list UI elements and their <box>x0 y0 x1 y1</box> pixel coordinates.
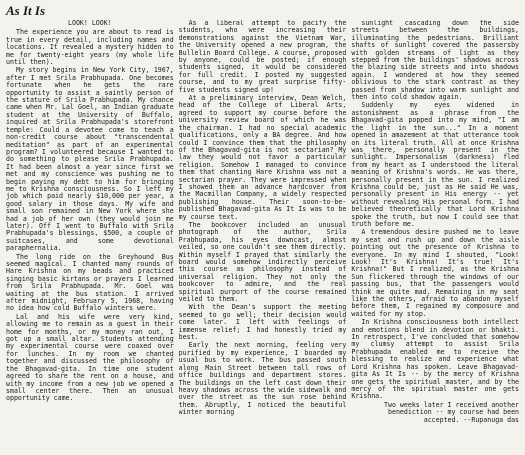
paragraph: In Krishna consciousness both intellect and emotions blend in devotion or bhakti. In retrospect, I've concluded that somehow my clumsy attempt to assist Srila Prabhupada enabled me to receive the blessing to realize and experience what Lord Krishna has spoken. Leave Bhagavad-gita As It Is -- by the mercy of Krishna one gets the spiritual master, and by the mercy of the spiritual master one gets Krishna. <box>351 318 520 401</box>
paragraph: The bookcover included an unusual photograph of the author, Srila Prabhupada, his eyes downcast, almost veiled, so one couldn't see them directly. Within myself I prayed that similarly the board would somehow indirectly perceive this course as philosophy instead of universal religion. They not only the bookcover to admire, and the real spiritual purport of the course remained veiled to them. <box>178 220 347 304</box>
paragraph: At a preliminary interview, Dean Welch, head of the College of Liberal Arts, agreed to support my course before the university review board of which he was the chairman. I had no special academic qualifications, only a BA degree. And how could I convince them that the philosophy of the Bhagavad-gita is not sectarian? My law they would not favor a particular religion. Somehow I managed to convince them that chanting Hare Krishna was not a sectarian prayer. They were impressed when I showed them an advance hardcover from the Macmillan Company, a widely respected publishing house. Their soon-to-be-published Bhagavad-gita As It Is was to be my course text. <box>178 94 347 221</box>
column-1 <box>6 20 174 452</box>
paragraph: Lal and his wife were very kind, allowing me to remain as a guest in their home for months, or my money ran out, I got up a small altar. Students attending my experimental course were coaxed over for lunches. In my room we chanted together and discussed the philosophy of the Bhagavad-gita. In time one student agreed to share the rent on a house, and with my income from a new job we opened a small center there. Then an unusual opportunity came. <box>6 312 174 403</box>
paragraph: Suddenly my eyes widened in astonishment as a phrase from the Bhagavad-gita popped into my mind, "I am the light in the sun..." In a moment opened in amazement at that utterance took on its literal truth. All at once Krishna was there, personally present in the sunlight. Impersonalism (darkness) fled from my heart as I understood the literal meaning of Krishna's words. He was there, personally present in the sun. I realized Krishna could be, just as He said He was, personally present in His energy -- yet without revealing His personal form. I had believed theoretically that Lord Krishna spoke the truth, but now I could see that truth before me. <box>351 101 520 228</box>
paragraph: My story begins in New York City, 1967, after I met Srila Prabhupada. One becomes fortunate when he gets the rare opportunity to assist a saintly person of the stature of Srila Prabhupada. My chance came when Mr. Lal Goel, an Indian graduate student at the University of Buffalo, inquired at Srila Prabhupada's storefront temple: Could a devotee come to teach a non-credit course about "transcendental meditation" as part of an experimental program? I volunteered because I wanted to do something to please Srila Prabhupada. It had been almost a year since first we met and my conscience was pushing me to begin paying my debt to him for bringing me to Krishna consciousness. So I left my job which paid nearly $10,000 per year, a good salary in those days. My wife and small son remained in New York where she had a job of her own (they would join me later). Off I went to Buffalo with Srila Prabhupada's blessings, $500, a couple of suitcases, and some devotional paraphernalia. <box>6 66 174 253</box>
column-2 <box>179 20 347 452</box>
article-columns <box>6 20 519 452</box>
page-title: As It Is <box>6 3 46 18</box>
paragraph: The experience you are about to read is true in every detail, including names and locations. It revealed a mystery hidden to me for twenty-eight years (my whole life until then). <box>6 28 174 67</box>
article-title: LOOK! LOOK! <box>68 20 112 27</box>
closing-paragraph: Two weeks later I received another benediction -- my course had been accepted. --Rupanuga das <box>384 400 520 424</box>
paragraph: A tremendous desire pushed me to leave my seat and rush up and down the aisle pointing out the presence of Krishna to everyone. In my mind I shouted, "Look! Look! It's Krishna! It's true! It's Krishna!" But I realized, as the Krishna Sun flickered through the windows of our passing bus, that the passengers would think me quite mad. Remaining in my seat like the others, afraid to abandon myself before them, I regained my composure and waited for my stop. <box>351 228 520 318</box>
paragraph: Early the next morning, feeling very purified by my experience, I boarded my usual bus to work. The bus passed south along Main Street between tall rows of office buildings and department stores. The buildings on the left cast down their heavy shadows across the wide sidewalk and over the street as the sun rose behind them. Abruptly, I noticed the beautiful winter morning <box>178 341 347 417</box>
paragraph: With the Dean's support the meeting seemed to go well; their decision would come later. I left with feelings of immense relief; I had honestly tried my best. <box>178 303 347 342</box>
column-3 <box>351 20 519 452</box>
paragraph: The long ride on the Greyhound Bus seemed magical. I chanted many rounds of Hare Krishna on my beads and practiced singing basic kirtans or prayers I learned from Srila Prabhupada. Mr. Goel was waiting at the bus station. I arrived after midnight, February 5, 1968, having no idea how cold Buffalo winters were. <box>6 252 174 313</box>
paragraph: As a liberal attempt to pacify the students, who were increasing their demonstrations against the Vietnam War, the University opened a new program, the Bullelin Board College. A course, proposed by anyone, could be posted; if enough students signed, it would be considered for full credit. I posted my suggested course, and to my great surprise fifty-five students signed up! <box>178 20 347 94</box>
paragraph: sunlight cascading down the side streets between the buildings, illuminating the pedestrians. Brilliant shafts of sunlight covered the passersby with golden streams of light as they stepped from the buildings' shadows across the blazing side streets and into shadows again. I wondered at how they seemed oblivious to the stark contrast as they passed from shadow into warm sunlight and then into cold shadow again. <box>351 20 520 102</box>
